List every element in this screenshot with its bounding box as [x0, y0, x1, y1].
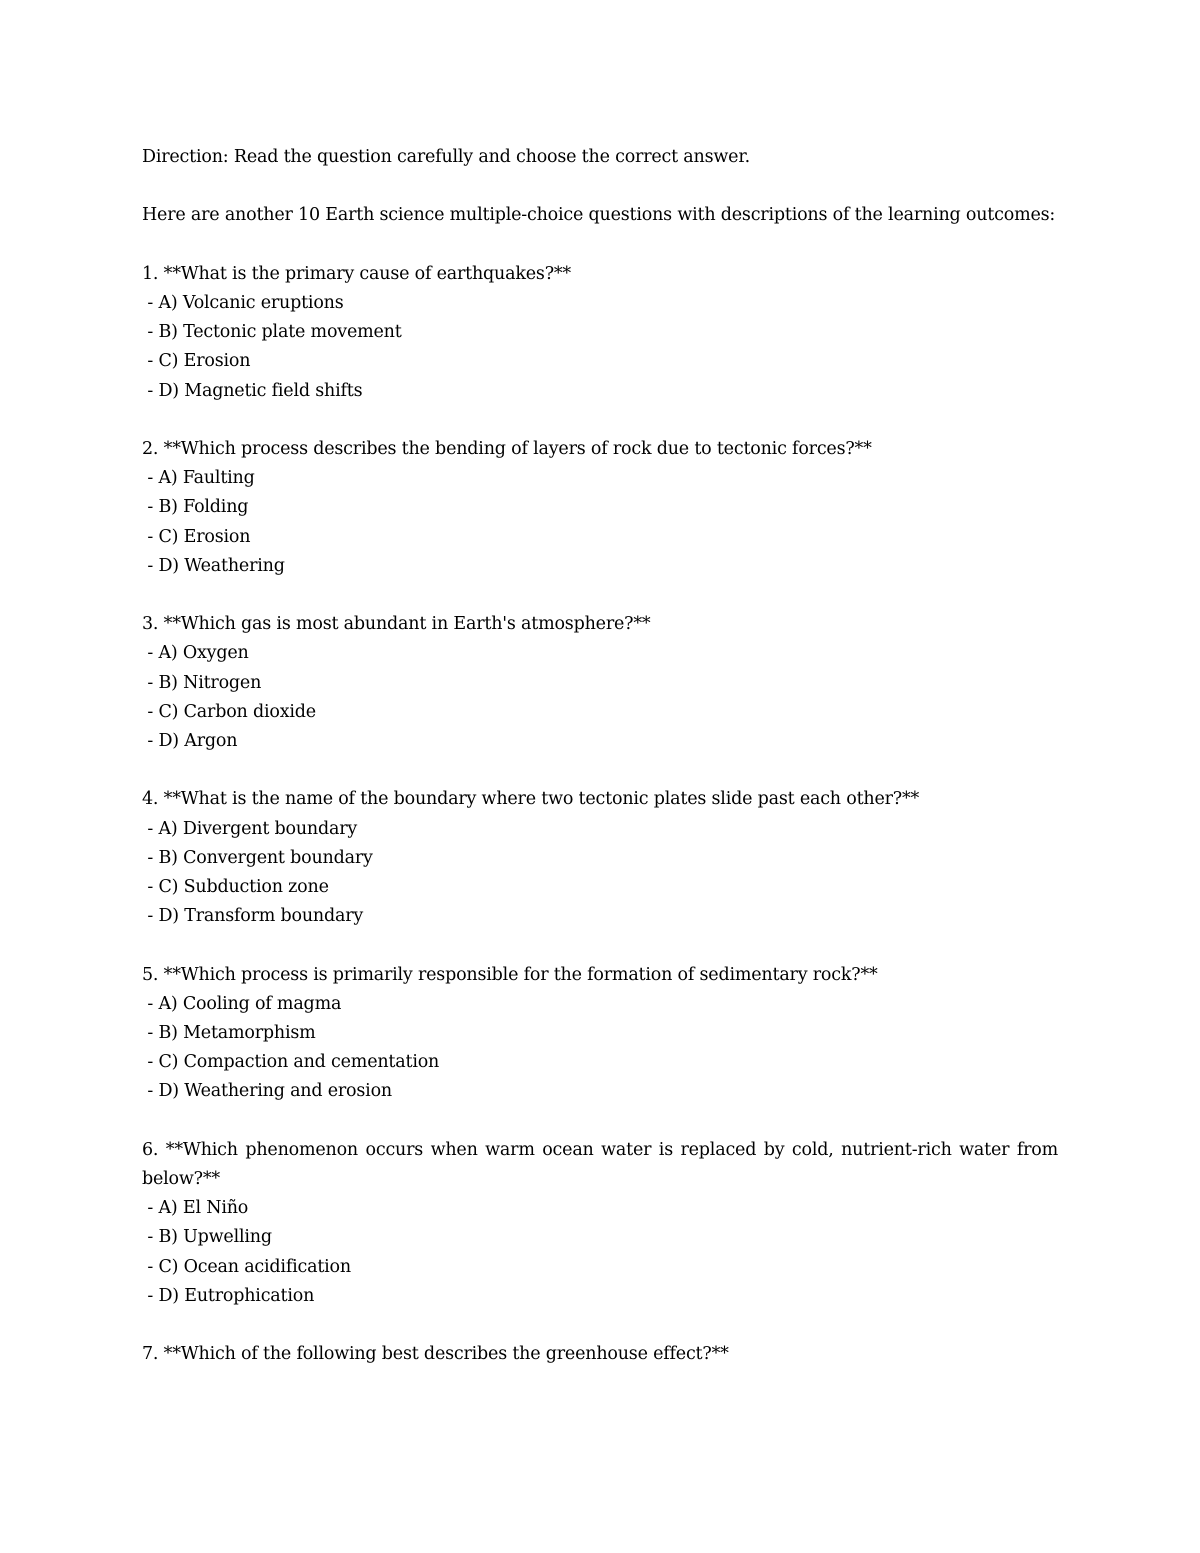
question-5 [142, 961, 1058, 1107]
option-d: - D) Weathering [142, 555, 285, 576]
question-text: 4. **What is the name of the boundary where two tectonic plates slide past each other?** [142, 789, 920, 810]
question-6 [142, 1136, 1058, 1311]
option-b: - B) Folding [142, 497, 249, 518]
option-d: - D) Argon [142, 731, 238, 751]
option-d: - D) Weathering and erosion [142, 1081, 392, 1102]
document-page [142, 143, 1058, 1399]
question-7 [142, 1340, 1058, 1369]
option-b: - B) Metamorphism [142, 1023, 316, 1043]
intro-text: Here are another 10 Earth science multiple-choice questions with descriptions of the learning outcomes: [142, 205, 1056, 226]
question-3 [142, 610, 1058, 756]
option-a: - A) Cooling of magma [142, 993, 342, 1014]
option-c: - C) Compaction and cementation [142, 1052, 440, 1073]
question-text: 5. **Which process is primarily responsible for the formation of sedimentary rock?** [142, 964, 878, 985]
question-text: 1. **What is the primary cause of earthquakes?** [142, 263, 571, 284]
option-c: - C) Carbon dioxide [142, 701, 316, 722]
question-2 [142, 435, 1058, 581]
option-b: - B) Nitrogen [142, 672, 262, 693]
option-b: - B) Upwelling [142, 1227, 272, 1248]
option-c: - C) Erosion [142, 526, 251, 547]
option-d: - D) Magnetic field shifts [142, 380, 363, 401]
question-text: 6. **Which phenomenon occurs when warm ocean water is replaced by cold, nutrient-rich water from below?** [142, 1139, 1058, 1189]
question-text: 2. **Which process describes the bending of layers of rock due to tectonic forces?** [142, 438, 872, 459]
question-4 [142, 785, 1058, 931]
direction-text: Direction: Read the question carefully and choose the correct answer. [142, 147, 750, 167]
option-a: - A) Divergent boundary [142, 818, 358, 839]
option-a: - A) Volcanic eruptions [142, 292, 344, 313]
option-d: - D) Eutrophication [142, 1285, 315, 1306]
option-b: - B) Convergent boundary [142, 847, 373, 868]
question-text: 3. **Which gas is most abundant in Earth's atmosphere?** [142, 614, 651, 635]
option-c: - C) Subduction zone [142, 877, 329, 897]
question-text: 7. **Which of the following best describes the greenhouse effect?** [142, 1344, 729, 1365]
question-1 [142, 260, 1058, 406]
option-b: - B) Tectonic plate movement [142, 322, 402, 343]
option-c: - C) Erosion [142, 351, 251, 372]
option-a: - A) Oxygen [142, 643, 249, 664]
option-c: - C) Ocean acidification [142, 1256, 351, 1277]
option-d: - D) Transform boundary [142, 906, 364, 927]
option-a: - A) Faulting [142, 468, 255, 489]
option-a: - A) El Niño [142, 1198, 249, 1219]
